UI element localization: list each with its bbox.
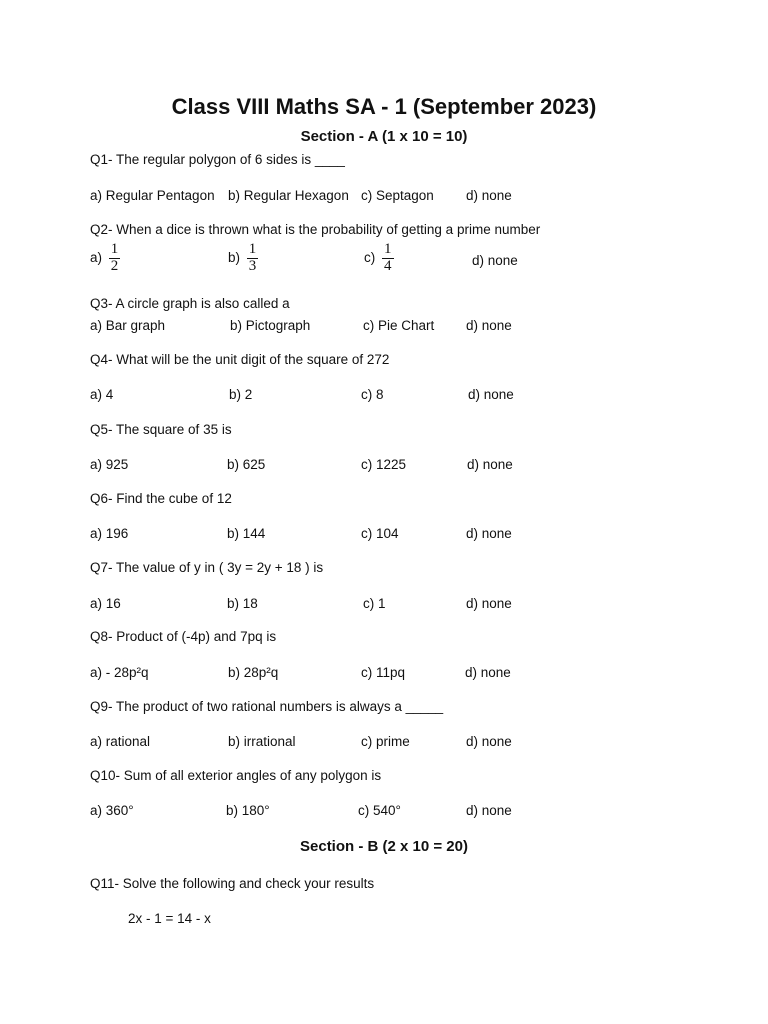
q5-option-c: c) 1225 — [361, 457, 407, 472]
q9-option-c: c) prime — [361, 734, 410, 749]
q10-option-d: d) none — [466, 803, 512, 818]
q3-option-b: b) Pictograph — [230, 318, 311, 333]
q5-option-d: d) none — [467, 457, 513, 472]
q8-option-b: b) 28p²q — [228, 665, 279, 680]
section-b-heading: Section - B (2 x 10 = 20) — [300, 838, 468, 855]
section-a-heading: Section - A (1 x 10 = 10) — [300, 128, 468, 145]
q9-option-a: a) rational — [90, 734, 151, 749]
q8-option-c: c) 11pq — [361, 665, 406, 680]
denominator: 4 — [384, 257, 392, 274]
q2-option-a-label: a) — [90, 249, 103, 265]
q1-option-c: c) Septagon — [361, 188, 434, 203]
q6-option-c: c) 104 — [361, 526, 399, 541]
q7-option-a: a) 16 — [90, 596, 121, 611]
q2-option-c-label: c) — [364, 249, 376, 265]
q3-option-a: a) Bar graph — [90, 318, 166, 333]
question-2: Q2- When a dice is thrown what is the probability of getting a prime number — [90, 222, 541, 237]
q4-option-d: d) none — [468, 387, 514, 402]
q8-option-a: a) - 28p²q — [90, 665, 149, 680]
q10-option-c: c) 540° — [358, 803, 401, 818]
numerator: 1 — [248, 241, 257, 257]
q10-option-a: a) 360° — [90, 803, 134, 818]
question-6: Q6- Find the cube of 12 — [90, 491, 232, 506]
question-5: Q5- The square of 35 is — [90, 422, 232, 437]
q5-option-a: a) 925 — [90, 457, 129, 472]
q6-option-d: d) none — [466, 526, 512, 541]
q4-option-b: b) 2 — [229, 387, 253, 402]
question-3: Q3- A circle graph is also called a — [90, 296, 290, 311]
numerator: 1 — [110, 241, 119, 257]
q3-option-c: c) Pie Chart — [363, 318, 435, 333]
q4-option-a: a) 4 — [90, 387, 114, 402]
q7-option-d: d) none — [466, 596, 512, 611]
question-1: Q1- The regular polygon of 6 sides is ____ — [90, 152, 345, 167]
q1-option-b: b) Regular Hexagon — [228, 188, 349, 203]
q1-option-a: a) Regular Pentagon — [90, 188, 215, 203]
q4-option-c: c) 8 — [361, 387, 384, 402]
q2-option-d: d) none — [472, 253, 518, 268]
q7-option-b: b) 18 — [227, 596, 258, 611]
question-7: Q7- The value of y in ( 3y = 2y + 18 ) is — [90, 560, 324, 575]
q2-option-c — [364, 242, 394, 275]
q11-equation: 2x - 1 = 14 - x — [128, 911, 211, 926]
q3-option-d: d) none — [466, 318, 512, 333]
q2-option-b-label: b) — [228, 249, 241, 265]
question-10: Q10- Sum of all exterior angles of any polygon is — [90, 768, 382, 783]
q9-option-d: d) none — [466, 734, 512, 749]
question-11: Q11- Solve the following and check your results — [90, 876, 375, 891]
q10-option-b: b) 180° — [226, 803, 270, 818]
denominator: 3 — [248, 257, 257, 274]
q9-option-b: b) irrational — [228, 734, 296, 749]
fraction — [109, 242, 121, 275]
q7-option-c: c) 1 — [363, 596, 386, 611]
q8-option-d: d) none — [465, 665, 511, 680]
q2-option-b — [228, 242, 258, 275]
fraction — [382, 242, 394, 275]
page-title: Class VIII Maths SA - 1 (September 2023) — [171, 94, 597, 119]
numerator: 1 — [384, 241, 392, 257]
q1-option-d: d) none — [466, 188, 512, 203]
q6-option-b: b) 144 — [227, 526, 266, 541]
denominator: 2 — [110, 257, 119, 274]
fraction — [247, 242, 259, 275]
question-4: Q4- What will be the unit digit of the square of 272 — [90, 352, 390, 367]
question-9: Q9- The product of two rational numbers is always a _____ — [90, 699, 444, 714]
question-8: Q8- Product of (-4p) and 7pq is — [90, 629, 277, 644]
q6-option-a: a) 196 — [90, 526, 129, 541]
q5-option-b: b) 625 — [227, 457, 266, 472]
q2-option-a — [90, 242, 120, 275]
